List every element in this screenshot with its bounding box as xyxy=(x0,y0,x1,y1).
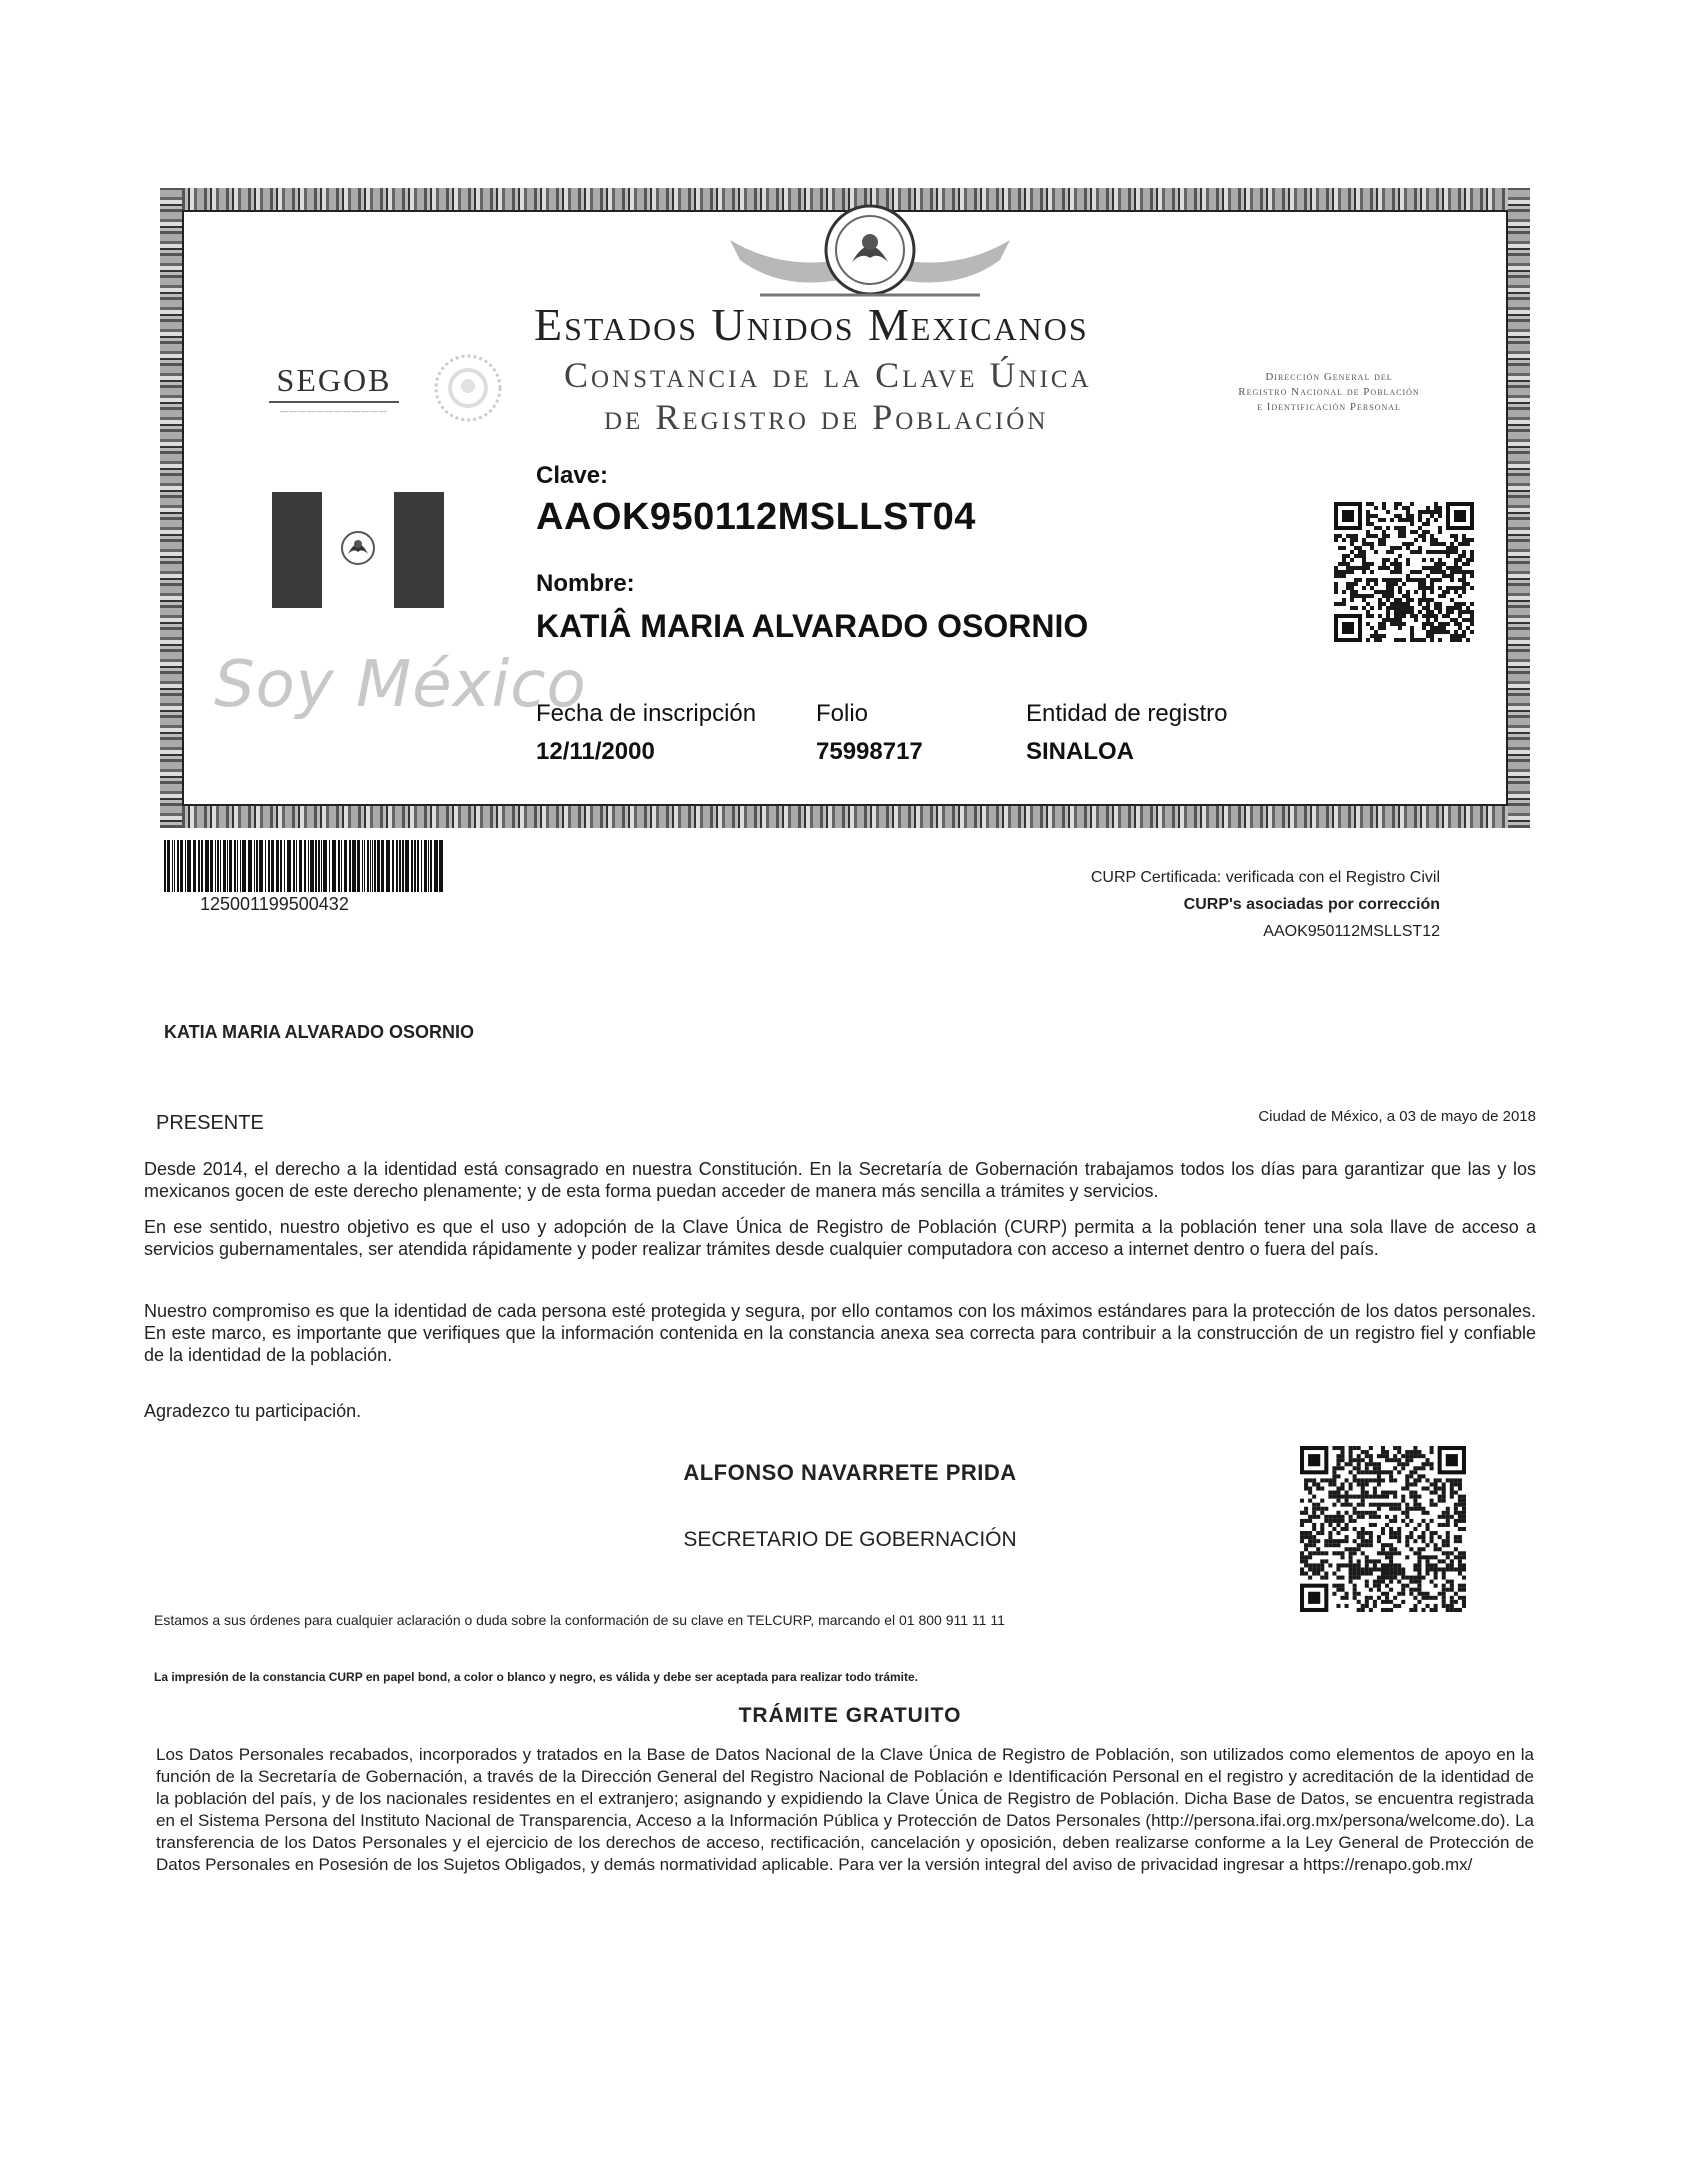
direccion-line3: e Identificación Personal xyxy=(1257,401,1401,413)
fecha-inscripcion-value: 12/11/2000 xyxy=(536,738,655,765)
seal-icon xyxy=(432,352,504,424)
letter-paragraph: Nuestro compromiso es que la identidad de cada persona esté protegida y segura, por ello contamos con los máximos estándares para la protección de los datos personales. En este marco, es importante que verifiques que la información contenida en la constancia anexa sea correcta para contribuir a la construcción de un registro fiel y confiable de la identidad de la población. xyxy=(144,1301,1536,1365)
document-subtitle-line2: de Registro de Población xyxy=(604,397,1049,437)
fecha-inscripcion-label: Fecha de inscripción xyxy=(536,700,757,727)
direccion-general-label xyxy=(1184,370,1474,415)
direccion-line1: Dirección General del xyxy=(1265,371,1393,383)
signer-title: SECRETARIO DE GOBERNACIÓN xyxy=(683,1528,1017,1551)
letter-paragraph: Agradezco tu participación. xyxy=(144,1401,362,1421)
eagle-icon xyxy=(338,528,378,568)
telcurp-notice: Estamos a sus órdenes para cualquier aclaración o duda sobre la conformación de su clave en TELCURP, marcando el 01 800 911 11 11 xyxy=(154,1612,1005,1628)
curp-certificada-text: CURP Certificada: verificada con el Registro Civil xyxy=(1090,869,1440,886)
entidad-registro-label: Entidad de registro xyxy=(1026,700,1228,727)
flag-right-band xyxy=(394,492,444,608)
mexican-flag-icon xyxy=(272,492,444,608)
tramite-gratuito-heading: TRÁMITE GRATUITO xyxy=(738,1704,962,1727)
decorative-border-bottom xyxy=(160,806,1530,828)
barcode-icon xyxy=(164,840,444,892)
curp-status-block xyxy=(1000,864,1440,945)
document-title: Estados Unidos Mexicanos xyxy=(534,299,1089,350)
soy-mexico-watermark: Soy México xyxy=(214,648,587,722)
qr-code-icon xyxy=(1334,502,1474,642)
curp-asociadas-label: CURP's asociadas por corrección xyxy=(1183,896,1440,913)
document-subtitle-line1: Constancia de la Clave Única xyxy=(564,355,1092,395)
folio-label: Folio xyxy=(816,700,869,727)
nombre-value: KATIÂ MARIA ALVARADO OSORNIO xyxy=(536,608,1089,644)
clave-value: AAOK950112MSLLST04 xyxy=(536,496,976,538)
clave-label: Clave: xyxy=(536,462,609,489)
barcode-number: 125001199500432 xyxy=(200,894,349,914)
decorative-border-right xyxy=(1508,188,1530,828)
segob-logo-subline: ———————————— xyxy=(280,407,388,416)
flag-left-band xyxy=(272,492,322,608)
nombre-label: Nombre: xyxy=(536,570,635,597)
privacy-notice: Los Datos Personales recabados, incorporados y tratados en la Base de Datos Nacional de la Clave Única de Registro de Población, son utilizados como elementos de apoyo en la función de la Secretaría de Gobernación, a través de la Dirección General del Registro Nacional de Población e Identificación Personal en el registro y acreditación de la identidad de la población del país, y de los nacionales residentes en el extranjero; asignando y expidiendo la Clave Única de Registro de Población. Dicha Base de Datos, se encuentra registrada en el Sistema Persona del Instituto Nacional de Transparencia, Acceso a la Información Pública y Protección de Datos Personales (http://persona.ifai.org.mx/persona/welcome.do). La transferencia de los Datos Personales y el ejercicio de los derechos de acceso, rectificación, cancelación y oposición, deben realizarse conforme a la Ley General de Protección de Datos Personales en Posesión de los Sujetos Obligados, y demás normatividad aplicable. Para ver la versión integral del aviso de privacidad ingresar a https://renapo.gob.mx/ xyxy=(156,1745,1534,1874)
certificate-body xyxy=(182,210,1508,806)
decorative-border-left xyxy=(160,188,182,828)
recipient-name: KATIA MARIA ALVARADO OSORNIO xyxy=(164,1022,474,1042)
national-crest-icon xyxy=(720,200,1020,310)
place-and-date: Ciudad de México, a 03 de mayo de 2018 xyxy=(1258,1108,1536,1125)
segob-logo xyxy=(244,362,424,416)
printing-validity-notice: La impresión de la constancia CURP en papel bond, a color o blanco y negro, es válida y debe ser aceptada para realizar todo trámite. xyxy=(154,1670,919,1684)
signer-name: ALFONSO NAVARRETE PRIDA xyxy=(683,1460,1017,1485)
letter-paragraph: En ese sentido, nuestro objetivo es que el uso y adopción de la Clave Única de Registro de Población (CURP) permita a la población tener una sola llave de acceso a servicios gubernamentales, ser atendida rápidamente y poder realizar trámites desde cualquier computadora con acceso a internet dentro o fuera del país. xyxy=(144,1217,1536,1259)
direccion-line2: Registro Nacional de Población xyxy=(1238,386,1420,398)
letter-paragraph: Desde 2014, el derecho a la identidad está consagrado en nuestra Constitución. En la Secretaría de Gobernación trabajamos todos los días para garantizar que las y los mexicanos gocen de este derecho plenamente; y de esta forma puedan acceder de manera más sencilla a trámites y servicios. xyxy=(144,1159,1536,1201)
folio-value: 75998717 xyxy=(816,738,923,765)
qr-code-icon xyxy=(1300,1446,1466,1612)
entidad-registro-value: SINALOA xyxy=(1026,738,1134,765)
segob-logo-text: SEGOB xyxy=(269,362,400,403)
curp-certificate-card xyxy=(160,188,1530,828)
curp-asociadas-value: AAOK950112MSLLST12 xyxy=(1263,923,1440,940)
presente-label: PRESENTE xyxy=(156,1112,264,1134)
